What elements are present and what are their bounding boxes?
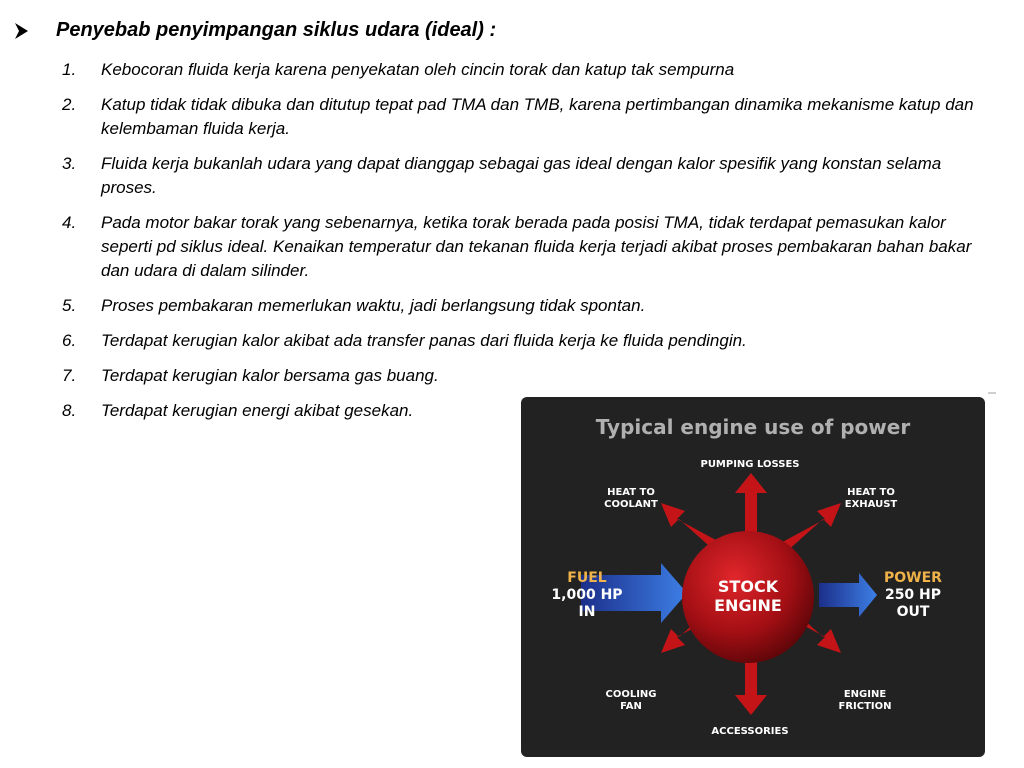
list-item: 6. Terdapat kerugian kalor akibat ada transfer panas dari fluida kerja ke fluida pendingin. [62, 331, 747, 350]
heading-text: Penyebab penyimpangan siklus udara (ideal) : [56, 19, 497, 41]
exhaust-label: EXHAUST [844, 499, 898, 510]
power-label: OUT [896, 604, 930, 620]
pumping-losses-label: PUMPING LOSSES [700, 459, 800, 470]
cooling-fan-label: COOLING [605, 689, 657, 700]
fuel-label: 1,000 HP [551, 587, 623, 603]
engine-friction-label: ENGINE [843, 689, 887, 700]
list-item: 1. Kebocoran fluida kerja karena penyekatan oleh cincin torak dan katup tak sempurna [62, 60, 735, 79]
list-item: 8. Terdapat kerugian energi akibat gesekan. [62, 401, 414, 420]
power-label: POWER [884, 570, 942, 586]
list-item: 3. Fluida kerja bukanlah udara yang dapat dianggap sebagai gas ideal dengan kalor spesifik yang konstan selama proses. [62, 154, 942, 197]
cooling-fan-label: FAN [620, 701, 642, 712]
power-label: 250 HP [884, 587, 942, 603]
center-label: STOCK [717, 577, 779, 596]
power-out-arrow-icon [819, 573, 877, 617]
decorative-corner-mark [988, 392, 996, 394]
list-item: 7. Terdapat kerugian kalor bersama gas buang. [62, 366, 439, 385]
list-item: 4. Pada motor bakar torak yang sebenarnya, ketika torak berada pada posisi TMA, tidak terdapat pemasukan kalor seperti pd siklus ideal. Kenaikan temperatur dan tekanan fluida kerja terjadi akibat proses pembakaran bahan bakar dan udara di dalam silinder. [62, 213, 972, 280]
engine-friction-label: FRICTION [838, 701, 892, 712]
accessories-label: ACCESSORIES [711, 726, 789, 737]
arrow-up-icon [735, 473, 767, 539]
figure-title: Typical engine use of power [595, 415, 911, 439]
fuel-label: IN [578, 604, 596, 620]
arrowhead-bullet-icon [14, 21, 30, 41]
fuel-label: FUEL [567, 570, 607, 586]
cause-list [62, 58, 992, 434]
exhaust-label: HEAT TO [847, 487, 895, 498]
coolant-label: COOLANT [604, 499, 658, 510]
center-label: ENGINE [714, 596, 782, 615]
list-item: 2. Katup tidak tidak dibuka dan ditutup tepat pad TMA dan TMB, karena pertimbangan dinamika mekanisme katup dan kelembaman fluida kerja. [62, 95, 974, 138]
engine-power-figure [521, 397, 985, 757]
list-item: 5. Proses pembakaran memerlukan waktu, jadi berlangsung tidak spontan. [62, 296, 646, 315]
coolant-label: HEAT TO [607, 487, 655, 498]
